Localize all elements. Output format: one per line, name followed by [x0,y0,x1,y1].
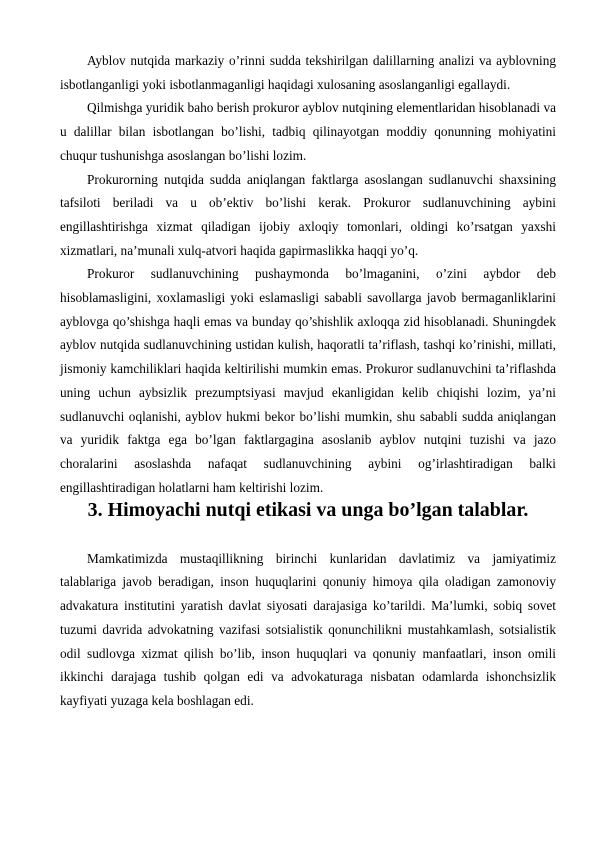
paragraph-accusation-analysis: Ayblov nutqida markaziy o’rinni sudda tekshirilgan dalillarning analizi va ayblovning isbotlanganligi yoki isbotlanmaganligi haqidagi xulosaning asoslanganligi egallaydi. [60,53,556,92]
paragraph-prosecutor-ethics: Prokuror sudlanuvchining pushaymonda bo’lmaganini, o’zini aybdor deb hisoblamasligini, xoxlamasligi yoki eslamasligi sababli savollarga javob bermaganliklarini ayblovga qo’shishga haqli emas va bunday qo’shishlik axloqqa zid hisoblanadi. Shuningdek ayblov nutqida sudlanuvchining ustidan kulish, haqoratli ta’riflash, tashqi ko’rinishi, millati, jismoniy kamchiliklari haqida keltirilishi mumkin emas. Prokuror sudlanuvchini ta’riflashda uning uchun aybsizlik prezumptsiyasi mavjud ekanligidan kelib chiqishi lozim, ya’ni sudlanuvchi oqlanishi, ayblov hukmi bekor bo’lishi mumkin, shu sababli sudda aniqlangan va yuridik faktga ega bo’lgan faktlargagina asoslanib ayblov nutqini tuzishi va jazo choralarini asoslashda nafaqat sudlanuvchining aybini og’irlashtiradigan balki engillashtiradigan holatlarni ham keltirishi lozim. [60,266,556,495]
document-page [60,49,556,713]
section-heading: 3. Himoyachi nutqi etikasi va unga bo’lgan talablar. [87,499,529,522]
paragraph-defendant-profile: Prokurorning nutqida sudda aniqlangan faktlarga asoslangan sudlanuvchi shaxsining tafsiloti beriladi va u ob’ektiv bo’lishi kerak. Prokuror sudlanuvchining aybini engillashtirishga xizmat qiladigan ijobiy axloqiy tomonlari, oldingi ko’rsatgan yaxshi xizmatlari, na’munali xulq-atvori haqida gapirmaslikka haqqi yo’q. [60,171,556,258]
blank-line [60,523,556,547]
paragraph-advocacy-history: Mamkatimizda mustaqillikning birinchi kunlaridan davlatimiz va jamiyatimiz talablariga javob beradigan, inson huquqlarini qonuniy himoya qila oladigan zamonoviy advakatura institutini yaratish davlat siyosati darajasiga ko’tarildi. Ma’lumki, sobiq sovet tuzumi davrida advokatning vazifasi sotsialistik qonunchilikni mustahkamlash, sotsialistik odil sudlovga xizmat qilish bo’lib, inson huquqlari va qonuniy manfaatlari, inson omili ikkinchi darajaga tushib qolgan edi va advokaturaga nisbatan odamlarda ishonchsizlik kayfiyati yuzaga kela boshlagan edi. [60,550,556,708]
paragraph-legal-assessment: Qilmishga yuridik baho berish prokuror ayblov nutqining elementlaridan hisoblanadi va u dalillar bilan isbotlangan bo’lishi, tadbiq qilinayotgan moddiy qonunning mohiyatini chuqur tushunishga asoslangan bo’lishi lozim. [60,100,556,163]
